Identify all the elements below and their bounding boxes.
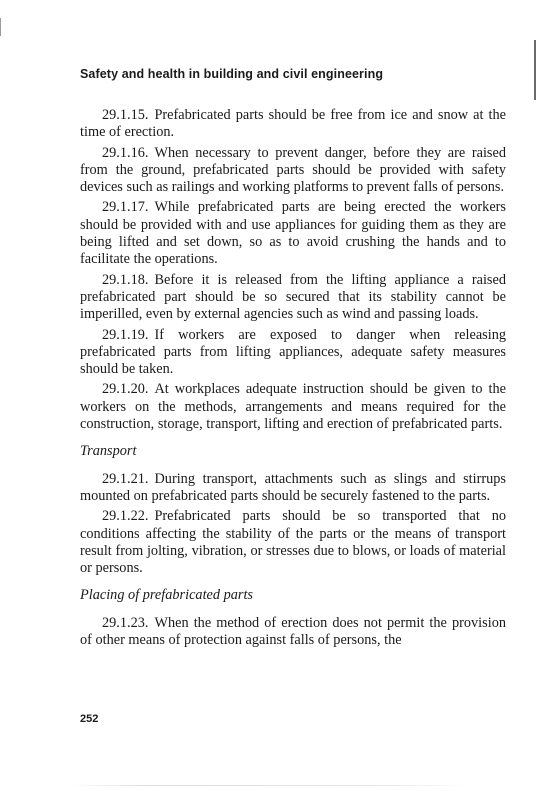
paragraph-29-1-22 — [80, 508, 506, 577]
scan-noise — [70, 785, 470, 786]
clause-number: 29.1.18. — [102, 271, 149, 288]
page-number: 252 — [80, 713, 99, 725]
clause-text: During transport, attachments such as slings and stirrups mounted on prefabricated parts should be securely fastened to the parts. — [80, 470, 506, 504]
paragraph-29-1-15 — [80, 107, 506, 142]
clause-text: While prefabricated parts are being erected the workers should be provided with and use appliances for guiding them as they are being lifted and set down, so as to avoid crushing the hands and to facilitate the operations. — [80, 199, 506, 268]
clause-number: 29.1.22. — [102, 508, 149, 525]
paragraph-29-1-18 — [80, 272, 506, 324]
scan-edge-mark — [0, 18, 1, 36]
paragraph-29-1-17 — [80, 199, 506, 268]
section-heading-transport: Transport — [80, 443, 137, 460]
clause-text: Prefabricated parts should be so transported that no conditions affecting the stability of the parts or the means of transport result from jolting, vibration, or stresses due to blows, or loads of material or persons. — [80, 508, 506, 577]
section-heading-placing: Placing of prefabricated parts — [80, 587, 254, 604]
clause-text: If workers are exposed to danger when releasing prefabricated parts from lifting appliances, adequate safety measures should be taken. — [80, 326, 506, 378]
clause-text: When the method of erection does not permit the provision of other means of protection against falls of persons, the — [80, 614, 506, 649]
clause-number: 29.1.17. — [102, 199, 149, 216]
running-head: Safety and health in building and civil engineering — [80, 67, 384, 81]
clause-text: Before it is released from the lifting appliance a raised prefabricated part should be so secured that its stability cannot be imperilled, even by external agencies such as wind and passing loads. — [80, 271, 506, 323]
paragraph-29-1-20 — [80, 381, 506, 433]
clause-text: When necessary to prevent danger, before they are raised from the ground, prefabricated parts should be provided with safety devices such as railings and working platforms to prevent falls of persons. — [80, 144, 506, 196]
paragraph-29-1-21 — [80, 471, 506, 506]
clause-number: 29.1.15. — [102, 107, 149, 123]
clause-number: 29.1.21. — [102, 470, 149, 487]
clause-number: 29.1.16. — [102, 144, 149, 161]
clause-number: 29.1.20. — [102, 381, 149, 398]
paragraph-29-1-19 — [80, 327, 506, 379]
clause-number: 29.1.23. — [102, 614, 149, 631]
body-text — [80, 107, 506, 652]
clause-number: 29.1.19. — [102, 326, 149, 343]
paragraph-29-1-16 — [80, 145, 506, 197]
clause-text: Prefabricated parts should be free from ice and snow at the time of erection. — [80, 107, 506, 141]
clause-text: At workplaces adequate instruction should be given to the workers on the methods, arrangements and means required for the construction, storage, transport, lifting and erection of prefabricated parts. — [80, 381, 506, 433]
paragraph-29-1-23 — [80, 615, 506, 650]
